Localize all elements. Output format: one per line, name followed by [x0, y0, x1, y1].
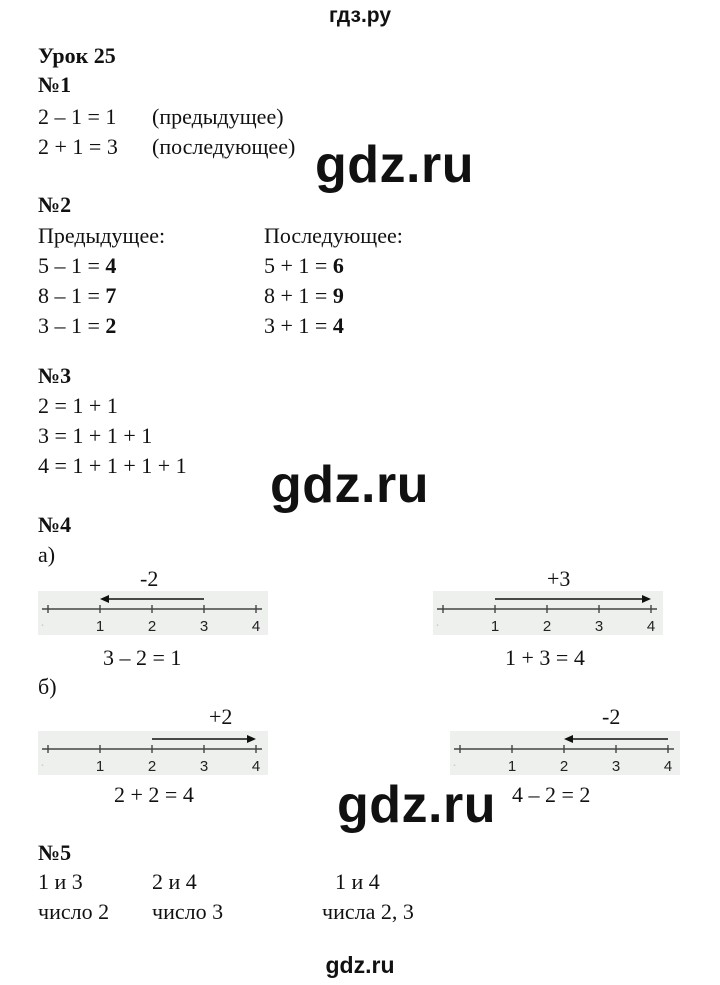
task-2-number: №2	[38, 192, 72, 217]
number-line-caption: 3 – 2 = 1	[103, 645, 182, 670]
tick-label: 2	[147, 618, 157, 635]
pair: 1 и 4	[335, 869, 380, 894]
task-1-expr: 2 + 1 = 3	[38, 134, 118, 159]
number-line-svg	[38, 587, 268, 637]
task-4-number: №4	[38, 512, 72, 537]
pair: 1 и 3	[38, 869, 83, 894]
tick-label: 1	[490, 618, 500, 635]
answer: 4	[105, 253, 117, 278]
expression: 5 + 1 =	[264, 253, 333, 278]
task-1-note: (последующее)	[152, 134, 296, 159]
tick-label: 1	[95, 618, 105, 635]
tick-label: 3	[199, 618, 209, 635]
jump-label: -2	[602, 704, 621, 729]
task-1-expr: 2 – 1 = 1	[38, 104, 117, 129]
number-line	[450, 727, 680, 777]
decomposition: 4 = 1 + 1 + 1 + 1	[38, 453, 187, 478]
number-line-svg	[38, 727, 268, 777]
task-5-number: №5	[38, 840, 72, 865]
number-line-svg	[433, 587, 663, 637]
task-1-number: №1	[38, 72, 72, 97]
watermark: gdz.ru	[315, 136, 474, 194]
tick-label: 3	[199, 758, 209, 775]
answer-number: число 2	[38, 899, 110, 924]
expression: 3 – 1 =	[38, 313, 106, 338]
tick-label: 1	[95, 758, 105, 775]
answer: 2	[105, 313, 117, 338]
number-line	[433, 587, 663, 637]
decomposition: 3 = 1 + 1 + 1	[38, 423, 153, 448]
jump-label: -2	[140, 566, 159, 591]
expression: 8 – 1 =	[38, 283, 106, 308]
tick-label: 4	[663, 758, 673, 775]
jump-label: +3	[547, 566, 571, 591]
expression: 8 + 1 =	[264, 283, 333, 308]
tick-label: 4	[251, 758, 261, 775]
answer: 9	[332, 283, 344, 308]
ghost-mark: ·	[40, 756, 45, 773]
tick-label: 3	[594, 618, 604, 635]
previous-row	[38, 253, 116, 279]
site-header: гдз.ру	[328, 4, 392, 27]
next-header: Последующее:	[264, 223, 403, 248]
ghost-mark: ·	[452, 756, 457, 773]
previous-row	[38, 313, 116, 339]
tick-label: 4	[251, 618, 261, 635]
answer: 6	[332, 253, 344, 278]
expression: 3 + 1 =	[264, 313, 333, 338]
task-3-number: №3	[38, 363, 72, 388]
tick-label: 2	[559, 758, 569, 775]
number-line-caption: 1 + 3 = 4	[505, 645, 585, 670]
site-footer: gdz.ru	[325, 952, 395, 978]
lesson-title: Урок 25	[38, 43, 116, 68]
number-line	[38, 587, 268, 637]
previous-row	[38, 283, 116, 309]
tick-label: 4	[646, 618, 656, 635]
decomposition: 2 = 1 + 1	[38, 393, 118, 418]
expression: 5 – 1 =	[38, 253, 106, 278]
pair: 2 и 4	[152, 869, 197, 894]
watermark: gdz.ru	[337, 776, 496, 834]
tick-label: 3	[611, 758, 621, 775]
ghost-mark: ·	[40, 616, 45, 633]
next-row	[264, 313, 344, 339]
answer: 4	[332, 313, 344, 338]
answer-number: числа 2, 3	[322, 899, 414, 924]
jump-label: +2	[209, 704, 233, 729]
answer: 7	[105, 283, 117, 308]
next-row	[264, 283, 344, 309]
tick-label: 2	[147, 758, 157, 775]
ghost-mark: ·	[435, 616, 440, 633]
next-row	[264, 253, 344, 279]
number-line-svg	[450, 727, 680, 777]
number-line-caption: 4 – 2 = 2	[512, 782, 591, 807]
number-line	[38, 727, 268, 777]
part-b-label: б)	[38, 674, 57, 699]
number-line-caption: 2 + 2 = 4	[114, 782, 194, 807]
tick-label: 1	[507, 758, 517, 775]
task-1-note: (предыдущее)	[152, 104, 284, 129]
previous-header: Предыдущее:	[38, 223, 166, 248]
tick-label: 2	[542, 618, 552, 635]
part-a-label: а)	[38, 542, 56, 567]
watermark: gdz.ru	[270, 456, 429, 514]
answer-number: число 3	[152, 899, 224, 924]
